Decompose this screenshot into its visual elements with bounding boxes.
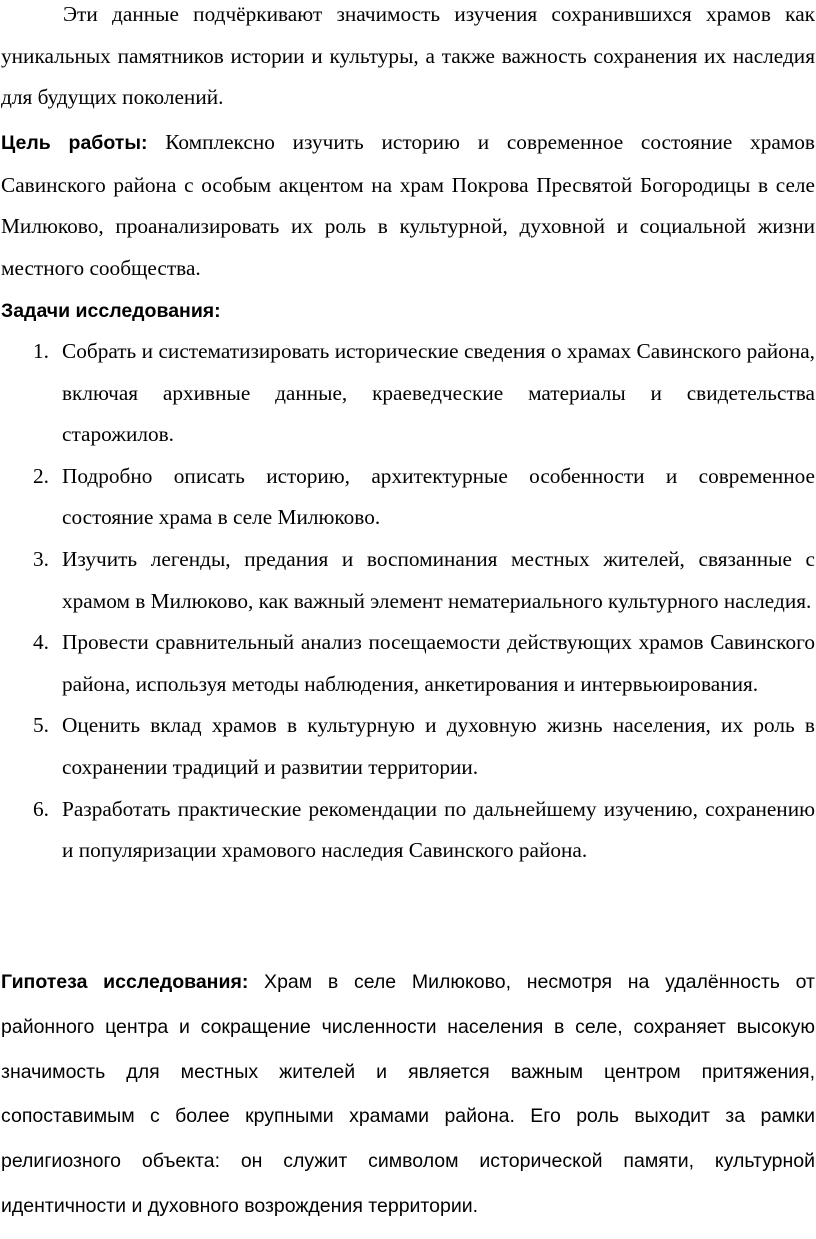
- task-number: 3.: [33, 546, 49, 571]
- intro-paragraph: Эти данные подчёркивают значимость изучения сохранившихся храмов как уникальных памятников истории и культуры, а также важность сохранения их наследия для будущих поколений.: [1, 2, 815, 110]
- goal-text: Комплексно изучить историю и современное состояние храмов Савинского района с особым акцентом на храм Покрова Пресвятой Богородицы в селе Милюково, проанализировать их роль в культурной, духовной и социальной жизни местного сообщества.: [1, 130, 815, 280]
- task-number: 4.: [33, 630, 49, 655]
- goal-label: Цель работы:: [1, 132, 148, 154]
- task-item: [0, 705, 815, 788]
- task-item: [0, 539, 815, 622]
- task-text: Подробно описать историю, архитектурные особенности и современное состояние храма в селе Милюково.: [62, 463, 815, 530]
- task-number: 6.: [33, 796, 49, 821]
- task-number: 1.: [33, 339, 49, 363]
- task-item: [0, 456, 815, 539]
- tasks-list: [0, 331, 816, 872]
- task-text: Изучить легенды, предания и воспоминания местных жителей, связанные с храмом в Милюково, как важный элемент нематериального культурного наследия.: [62, 546, 815, 613]
- task-text: Провести сравнительный анализ посещаемости действующих храмов Савинского района, используя методы наблюдения, анкетирования и интервьюирования.: [62, 630, 815, 696]
- task-number: 5.: [33, 713, 49, 738]
- task-number: 2.: [33, 463, 49, 488]
- goal-paragraph: [1, 122, 815, 289]
- task-text: Собрать и систематизировать исторические сведения о храмах Савинского района, включая архивные данные, краеведческие материалы и свидетельства старожилов.: [62, 339, 815, 447]
- task-text: Разработать практические рекомендации по дальнейшему изучению, сохранению и популяризации храмового наследия Савинского района.: [62, 796, 815, 863]
- hypothesis-label: Гипотеза исследования:: [1, 971, 249, 993]
- task-item: [0, 789, 815, 872]
- task-text: Оценить вклад храмов в культурную и духовную жизнь населения, их роль в сохранении традиций и развитии территории.: [62, 713, 815, 779]
- hypothesis-text: Храм в селе Милюково, несмотря на удалённость от районного центра и сокращение численности населения в селе, сохраняет высокую значимость для местных жителей и является важным центром притяжения, сопоставимым с более крупными храмами района. Его роль выходит за рамки религиозного объекта: он служит символом исторической памяти, культурной идентичности и духовного возрождения территории.: [1, 971, 815, 1217]
- task-item: [0, 331, 815, 456]
- hypothesis-paragraph: [1, 960, 815, 1229]
- tasks-heading: Задачи исследования:: [1, 300, 221, 322]
- task-item: [0, 622, 815, 705]
